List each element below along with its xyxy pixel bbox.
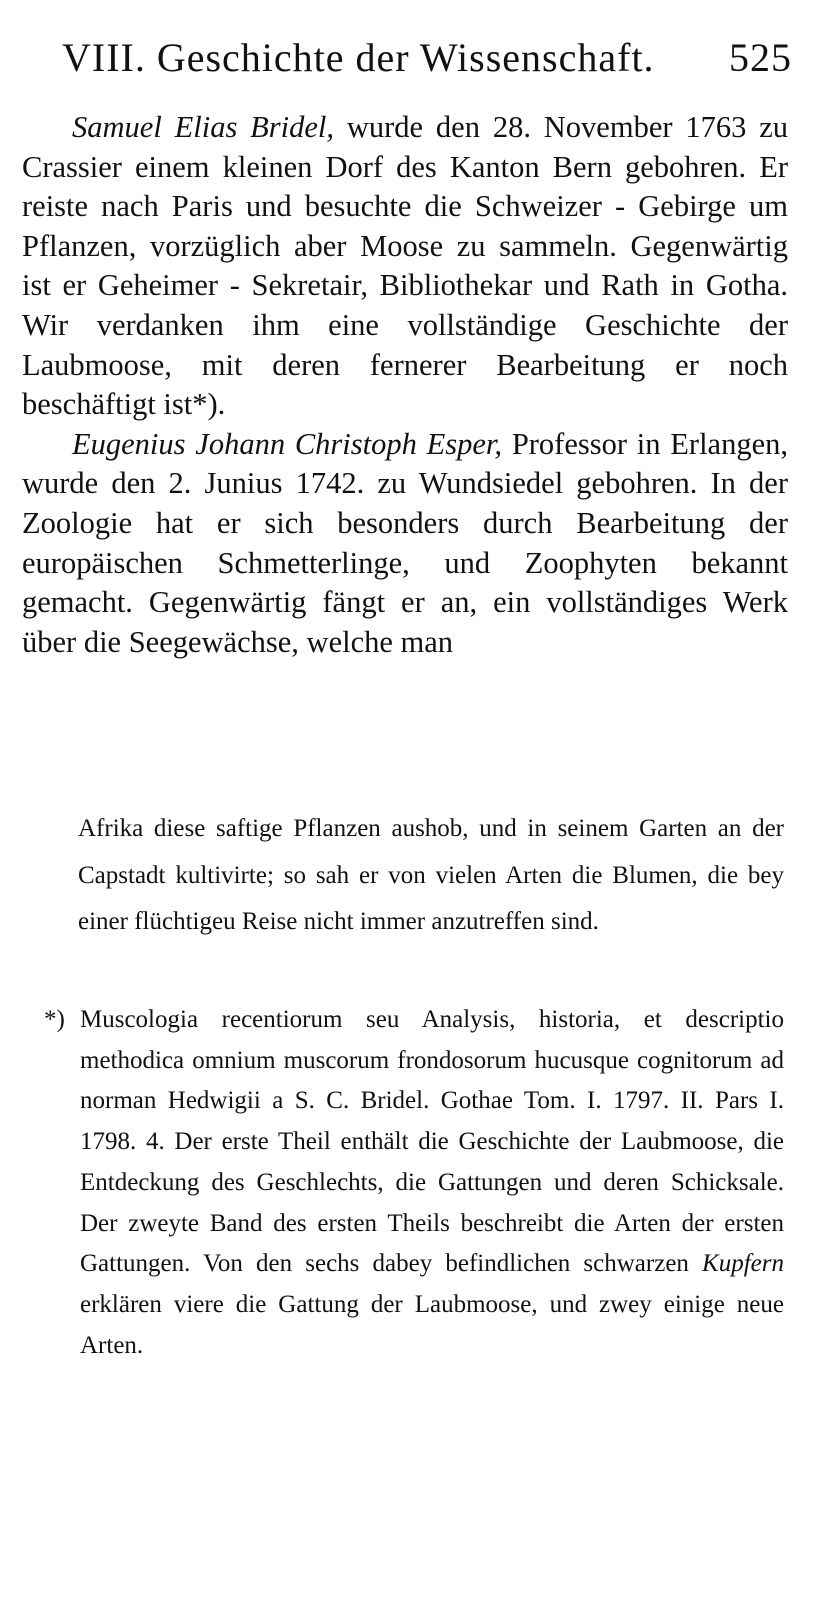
footnote-star-text-before: Muscologia recentiorum seu Analysis, historia, et descriptio methodica omnium muscorum frondosorum hucusque cognitorum ad norman Hedwigii a S. C. Bridel. Gothae Tom. I. 1797. II. Pars I. 1798. 4. Der erste Theil enthält die Geschichte der Laubmoose, die Entdeckung des Geschlechts, die Gattungen und deren Schicksale. Der zweyte Band des ersten Theils beschreibt die Arten der ersten Gattungen. Von den sechs dabey befindlichen schwarzen bbox=[80, 1006, 784, 1278]
person-name-esper: Eugenius Johann Christoph Esper, bbox=[72, 426, 503, 461]
footnote-marker: *) bbox=[44, 1006, 65, 1033]
paragraph-bridel-text: wurde den 28. November 1763 zu Crassier einem kleinen Dorf des Kanton Bern gebohren. Er reiste nach Paris und besuchte die Schweizer - Gebirge um Pflanzen, vorzüglich aber Moose zu sammeln. Gegenwärtig ist er Geheimer - Sekretair, Bibliothekar und Rath in Gotha. Wir verdanken ihm eine vollständige Geschichte der Laubmoose, mit deren fernerer Bearbeitung er noch beschäftigt ist*). bbox=[22, 110, 788, 422]
main-text bbox=[22, 108, 788, 662]
paragraph-esper-text: Professor in Erlangen, wurde den 2. Junius 1742. zu Wundsiedel gebohren. In der Zoologie hat er sich besonders durch Bearbeitung der europäischen Schmetterlinge, und Zoophyten bekannt gemacht. Gegenwärtig fängt er an, ein vollständiges Werk über die Seegewächse, welche man bbox=[22, 426, 788, 659]
person-name-bridel: Samuel Elias Bridel, bbox=[72, 110, 335, 144]
paragraph-bridel bbox=[22, 108, 788, 425]
footnote-continuation-text: Afrika diese saftige Pflanzen aushob, und in seinem Garten an der Capstadt kultivirte; so sah er von vielen Arten die Blumen, die bey einer flüchtigeu Reise nicht immer anzutreffen sind. bbox=[78, 815, 784, 936]
footnote-star bbox=[44, 1000, 784, 1366]
page-number: 525 bbox=[729, 35, 792, 80]
footnote-star-text-after: erklären viere die Gattung der Laubmoose, und zwey einige neue Arten. bbox=[80, 1290, 784, 1359]
footnote-continuation bbox=[78, 806, 784, 946]
footnote-star-body bbox=[80, 1000, 784, 1366]
running-title: VIII. Geschichte der Wissenschaft. bbox=[62, 35, 655, 80]
paragraph-esper bbox=[22, 425, 788, 663]
footnote-kupfern: Kupfern bbox=[702, 1250, 784, 1278]
page-header bbox=[62, 28, 792, 88]
